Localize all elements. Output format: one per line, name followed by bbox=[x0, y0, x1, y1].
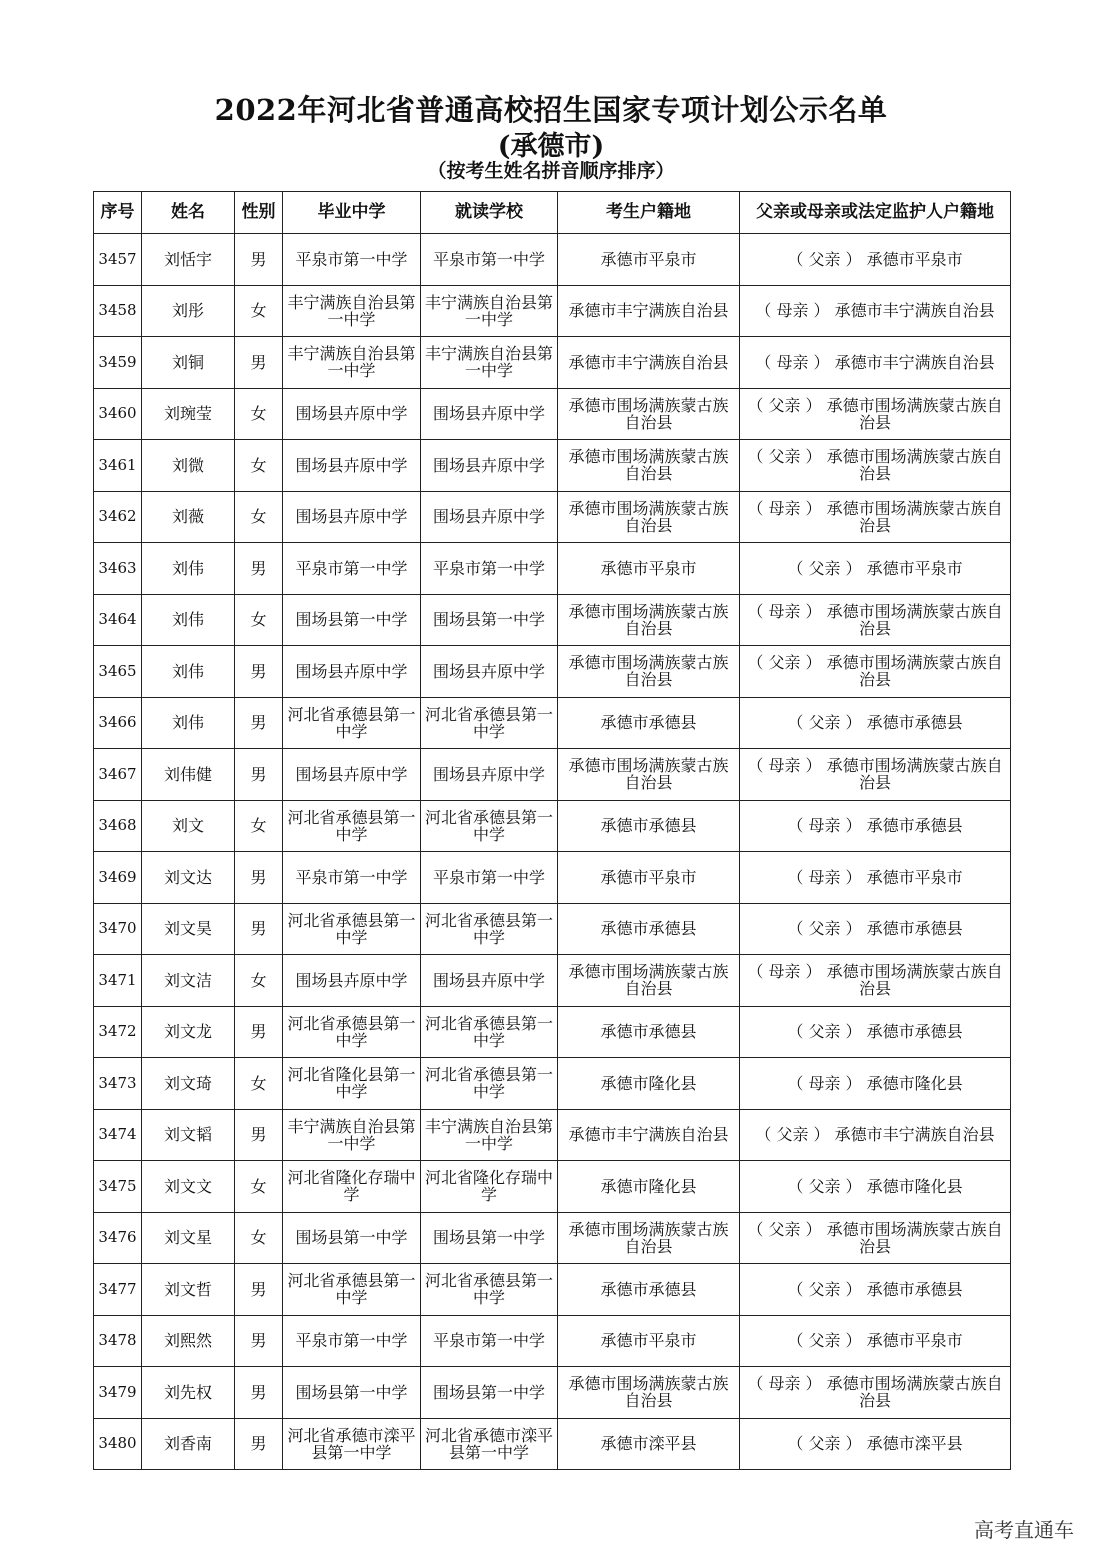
cell-gender: 男 bbox=[235, 1418, 283, 1470]
cell-study-school: 河北省承德县第一中学 bbox=[421, 1264, 558, 1316]
cell-name: 刘文韬 bbox=[142, 1109, 235, 1161]
cell-study-school: 丰宁满族自治县第一中学 bbox=[421, 1109, 558, 1161]
col-header-gender: 性别 bbox=[235, 192, 283, 234]
cell-gender: 男 bbox=[235, 1264, 283, 1316]
cell-seq: 3476 bbox=[94, 1212, 142, 1264]
table-row bbox=[94, 1264, 1011, 1316]
cell-gender: 女 bbox=[235, 388, 283, 440]
cell-grad-school: 平泉市第一中学 bbox=[283, 234, 421, 286]
cell-seq: 3472 bbox=[94, 1006, 142, 1058]
cell-gender: 男 bbox=[235, 903, 283, 955]
cell-guardian-hukou: （ 父亲 ） 承德市围场满族蒙古族自治县 bbox=[740, 646, 1011, 698]
table-row bbox=[94, 697, 1011, 749]
cell-grad-school: 围场县卉原中学 bbox=[283, 955, 421, 1007]
page-subtitle-city: (承德市) bbox=[497, 131, 605, 162]
col-header-grad-school: 毕业中学 bbox=[283, 192, 421, 234]
cell-gender: 男 bbox=[235, 337, 283, 389]
roster-table bbox=[93, 191, 1011, 1470]
cell-guardian-hukou: （ 母亲 ） 承德市围场满族蒙古族自治县 bbox=[740, 749, 1011, 801]
watermark-text: 高考直通车 bbox=[974, 1518, 1074, 1542]
cell-study-school: 围场县第一中学 bbox=[421, 594, 558, 646]
cell-study-school: 平泉市第一中学 bbox=[421, 852, 558, 904]
cell-name: 刘文哲 bbox=[142, 1264, 235, 1316]
cell-name: 刘先权 bbox=[142, 1367, 235, 1419]
cell-gender: 女 bbox=[235, 594, 283, 646]
cell-grad-school: 河北省承德市滦平县第一中学 bbox=[283, 1418, 421, 1470]
cell-grad-school: 平泉市第一中学 bbox=[283, 1315, 421, 1367]
cell-gender: 女 bbox=[235, 1161, 283, 1213]
cell-seq: 3470 bbox=[94, 903, 142, 955]
cell-guardian-hukou: （ 父亲 ） 承德市丰宁满族自治县 bbox=[740, 1109, 1011, 1161]
table-row bbox=[94, 543, 1011, 595]
cell-study-school: 丰宁满族自治县第一中学 bbox=[421, 337, 558, 389]
cell-seq: 3478 bbox=[94, 1315, 142, 1367]
table-row bbox=[94, 285, 1011, 337]
cell-name: 刘熙然 bbox=[142, 1315, 235, 1367]
cell-seq: 3477 bbox=[94, 1264, 142, 1316]
cell-seq: 3475 bbox=[94, 1161, 142, 1213]
cell-name: 刘文文 bbox=[142, 1161, 235, 1213]
cell-guardian-hukou: （ 父亲 ） 承德市承德县 bbox=[740, 903, 1011, 955]
cell-grad-school: 围场县卉原中学 bbox=[283, 749, 421, 801]
cell-hukou: 承德市围场满族蒙古族自治县 bbox=[558, 1367, 740, 1419]
cell-grad-school: 围场县卉原中学 bbox=[283, 388, 421, 440]
cell-study-school: 河北省承德县第一中学 bbox=[421, 697, 558, 749]
cell-name: 刘伟健 bbox=[142, 749, 235, 801]
cell-hukou: 承德市丰宁满族自治县 bbox=[558, 1109, 740, 1161]
cell-study-school: 河北省承德县第一中学 bbox=[421, 903, 558, 955]
cell-study-school: 围场县卉原中学 bbox=[421, 646, 558, 698]
cell-study-school: 河北省承德县第一中学 bbox=[421, 1006, 558, 1058]
cell-guardian-hukou: （ 父亲 ） 承德市隆化县 bbox=[740, 1161, 1011, 1213]
cell-grad-school: 河北省承德县第一中学 bbox=[283, 697, 421, 749]
table-body bbox=[94, 234, 1011, 1470]
cell-grad-school: 围场县第一中学 bbox=[283, 594, 421, 646]
cell-study-school: 围场县卉原中学 bbox=[421, 388, 558, 440]
cell-grad-school: 河北省承德县第一中学 bbox=[283, 1006, 421, 1058]
cell-name: 刘伟 bbox=[142, 646, 235, 698]
cell-hukou: 承德市丰宁满族自治县 bbox=[558, 337, 740, 389]
cell-gender: 女 bbox=[235, 800, 283, 852]
cell-study-school: 丰宁满族自治县第一中学 bbox=[421, 285, 558, 337]
cell-hukou: 承德市承德县 bbox=[558, 903, 740, 955]
cell-study-school: 河北省承德市滦平县第一中学 bbox=[421, 1418, 558, 1470]
cell-grad-school: 丰宁满族自治县第一中学 bbox=[283, 337, 421, 389]
cell-grad-school: 围场县第一中学 bbox=[283, 1212, 421, 1264]
cell-seq: 3461 bbox=[94, 440, 142, 492]
cell-study-school: 河北省承德县第一中学 bbox=[421, 800, 558, 852]
cell-hukou: 承德市围场满族蒙古族自治县 bbox=[558, 491, 740, 543]
cell-seq: 3474 bbox=[94, 1109, 142, 1161]
cell-gender: 女 bbox=[235, 1058, 283, 1110]
table-row bbox=[94, 800, 1011, 852]
cell-seq: 3464 bbox=[94, 594, 142, 646]
cell-hukou: 承德市隆化县 bbox=[558, 1058, 740, 1110]
cell-hukou: 承德市围场满族蒙古族自治县 bbox=[558, 388, 740, 440]
cell-name: 刘文星 bbox=[142, 1212, 235, 1264]
cell-name: 刘文洁 bbox=[142, 955, 235, 1007]
cell-guardian-hukou: （ 母亲 ） 承德市丰宁满族自治县 bbox=[740, 285, 1011, 337]
cell-gender: 男 bbox=[235, 749, 283, 801]
cell-grad-school: 平泉市第一中学 bbox=[283, 543, 421, 595]
table-row bbox=[94, 491, 1011, 543]
cell-grad-school: 围场县卉原中学 bbox=[283, 491, 421, 543]
table-row bbox=[94, 1006, 1011, 1058]
cell-grad-school: 河北省承德县第一中学 bbox=[283, 1264, 421, 1316]
cell-grad-school: 平泉市第一中学 bbox=[283, 852, 421, 904]
cell-study-school: 围场县第一中学 bbox=[421, 1367, 558, 1419]
cell-guardian-hukou: （ 母亲 ） 承德市围场满族蒙古族自治县 bbox=[740, 1367, 1011, 1419]
col-header-study-school: 就读学校 bbox=[421, 192, 558, 234]
cell-seq: 3465 bbox=[94, 646, 142, 698]
cell-hukou: 承德市承德县 bbox=[558, 1006, 740, 1058]
cell-gender: 男 bbox=[235, 1367, 283, 1419]
cell-seq: 3468 bbox=[94, 800, 142, 852]
cell-guardian-hukou: （ 父亲 ） 承德市围场满族蒙古族自治县 bbox=[740, 440, 1011, 492]
cell-guardian-hukou: （ 母亲 ） 承德市围场满族蒙古族自治县 bbox=[740, 955, 1011, 1007]
cell-guardian-hukou: （ 父亲 ） 承德市平泉市 bbox=[740, 543, 1011, 595]
table-row bbox=[94, 337, 1011, 389]
cell-seq: 3466 bbox=[94, 697, 142, 749]
table-row bbox=[94, 440, 1011, 492]
cell-grad-school: 围场县卉原中学 bbox=[283, 646, 421, 698]
cell-hukou: 承德市隆化县 bbox=[558, 1161, 740, 1213]
cell-guardian-hukou: （ 父亲 ） 承德市围场满族蒙古族自治县 bbox=[740, 1212, 1011, 1264]
cell-study-school: 河北省承德县第一中学 bbox=[421, 1058, 558, 1110]
table-header-row bbox=[94, 192, 1011, 234]
cell-seq: 3471 bbox=[94, 955, 142, 1007]
cell-guardian-hukou: （ 母亲 ） 承德市隆化县 bbox=[740, 1058, 1011, 1110]
cell-hukou: 承德市围场满族蒙古族自治县 bbox=[558, 749, 740, 801]
cell-seq: 3458 bbox=[94, 285, 142, 337]
cell-study-school: 围场县卉原中学 bbox=[421, 749, 558, 801]
cell-hukou: 承德市围场满族蒙古族自治县 bbox=[558, 594, 740, 646]
cell-hukou: 承德市承德县 bbox=[558, 800, 740, 852]
cell-gender: 男 bbox=[235, 543, 283, 595]
cell-guardian-hukou: （ 母亲 ） 承德市丰宁满族自治县 bbox=[740, 337, 1011, 389]
cell-name: 刘文达 bbox=[142, 852, 235, 904]
cell-gender: 男 bbox=[235, 1315, 283, 1367]
cell-name: 刘文龙 bbox=[142, 1006, 235, 1058]
cell-grad-school: 围场县卉原中学 bbox=[283, 440, 421, 492]
cell-grad-school: 河北省承德县第一中学 bbox=[283, 800, 421, 852]
cell-guardian-hukou: （ 父亲 ） 承德市平泉市 bbox=[740, 1315, 1011, 1367]
cell-guardian-hukou: （ 母亲 ） 承德市围场满族蒙古族自治县 bbox=[740, 594, 1011, 646]
cell-name: 刘薇 bbox=[142, 491, 235, 543]
cell-seq: 3460 bbox=[94, 388, 142, 440]
cell-name: 刘文 bbox=[142, 800, 235, 852]
table-row bbox=[94, 1315, 1011, 1367]
cell-name: 刘伟 bbox=[142, 543, 235, 595]
cell-seq: 3467 bbox=[94, 749, 142, 801]
cell-seq: 3473 bbox=[94, 1058, 142, 1110]
cell-hukou: 承德市滦平县 bbox=[558, 1418, 740, 1470]
cell-name: 刘琬莹 bbox=[142, 388, 235, 440]
cell-hukou: 承德市平泉市 bbox=[558, 852, 740, 904]
table-row bbox=[94, 594, 1011, 646]
col-header-guardian-hukou: 父亲或母亲或法定监护人户籍地 bbox=[740, 192, 1011, 234]
cell-gender: 男 bbox=[235, 1109, 283, 1161]
cell-hukou: 承德市平泉市 bbox=[558, 234, 740, 286]
page-sort-note: （按考生姓名拼音顺序排序） bbox=[427, 160, 675, 182]
cell-seq: 3457 bbox=[94, 234, 142, 286]
cell-guardian-hukou: （ 父亲 ） 承德市滦平县 bbox=[740, 1418, 1011, 1470]
cell-guardian-hukou: （ 父亲 ） 承德市承德县 bbox=[740, 1264, 1011, 1316]
cell-study-school: 围场县卉原中学 bbox=[421, 440, 558, 492]
table-row bbox=[94, 1418, 1011, 1470]
cell-study-school: 平泉市第一中学 bbox=[421, 1315, 558, 1367]
cell-guardian-hukou: （ 母亲 ） 承德市平泉市 bbox=[740, 852, 1011, 904]
cell-hukou: 承德市平泉市 bbox=[558, 543, 740, 595]
col-header-name: 姓名 bbox=[142, 192, 235, 234]
table-row bbox=[94, 1161, 1011, 1213]
cell-grad-school: 河北省承德县第一中学 bbox=[283, 903, 421, 955]
col-header-seq: 序号 bbox=[94, 192, 142, 234]
table-row bbox=[94, 1058, 1011, 1110]
cell-name: 刘微 bbox=[142, 440, 235, 492]
cell-hukou: 承德市承德县 bbox=[558, 697, 740, 749]
cell-gender: 女 bbox=[235, 285, 283, 337]
cell-seq: 3469 bbox=[94, 852, 142, 904]
cell-study-school: 平泉市第一中学 bbox=[421, 234, 558, 286]
cell-seq: 3480 bbox=[94, 1418, 142, 1470]
cell-study-school: 围场县第一中学 bbox=[421, 1212, 558, 1264]
page-title: 2022年河北省普通高校招生国家专项计划公示名单 bbox=[214, 93, 888, 127]
cell-gender: 女 bbox=[235, 440, 283, 492]
cell-name: 刘文琦 bbox=[142, 1058, 235, 1110]
cell-guardian-hukou: （ 父亲 ） 承德市平泉市 bbox=[740, 234, 1011, 286]
cell-hukou: 承德市丰宁满族自治县 bbox=[558, 285, 740, 337]
cell-guardian-hukou: （ 父亲 ） 承德市承德县 bbox=[740, 1006, 1011, 1058]
cell-name: 刘恬宇 bbox=[142, 234, 235, 286]
cell-gender: 男 bbox=[235, 852, 283, 904]
cell-study-school: 围场县卉原中学 bbox=[421, 491, 558, 543]
cell-study-school: 河北省隆化存瑞中学 bbox=[421, 1161, 558, 1213]
table-row bbox=[94, 1212, 1011, 1264]
cell-name: 刘伟 bbox=[142, 697, 235, 749]
cell-guardian-hukou: （ 母亲 ） 承德市承德县 bbox=[740, 800, 1011, 852]
cell-gender: 女 bbox=[235, 955, 283, 1007]
cell-grad-school: 丰宁满族自治县第一中学 bbox=[283, 285, 421, 337]
cell-hukou: 承德市围场满族蒙古族自治县 bbox=[558, 646, 740, 698]
cell-guardian-hukou: （ 父亲 ） 承德市围场满族蒙古族自治县 bbox=[740, 388, 1011, 440]
cell-gender: 男 bbox=[235, 1006, 283, 1058]
table-row bbox=[94, 388, 1011, 440]
table-row bbox=[94, 903, 1011, 955]
cell-grad-school: 丰宁满族自治县第一中学 bbox=[283, 1109, 421, 1161]
cell-gender: 男 bbox=[235, 234, 283, 286]
cell-hukou: 承德市围场满族蒙古族自治县 bbox=[558, 955, 740, 1007]
table-row bbox=[94, 955, 1011, 1007]
cell-hukou: 承德市围场满族蒙古族自治县 bbox=[558, 1212, 740, 1264]
table-row bbox=[94, 1367, 1011, 1419]
cell-seq: 3463 bbox=[94, 543, 142, 595]
table-row bbox=[94, 234, 1011, 286]
cell-hukou: 承德市围场满族蒙古族自治县 bbox=[558, 440, 740, 492]
cell-gender: 男 bbox=[235, 646, 283, 698]
cell-name: 刘香南 bbox=[142, 1418, 235, 1470]
col-header-hukou: 考生户籍地 bbox=[558, 192, 740, 234]
cell-gender: 女 bbox=[235, 491, 283, 543]
cell-grad-school: 围场县第一中学 bbox=[283, 1367, 421, 1419]
cell-name: 刘文昊 bbox=[142, 903, 235, 955]
cell-hukou: 承德市平泉市 bbox=[558, 1315, 740, 1367]
cell-gender: 女 bbox=[235, 1212, 283, 1264]
cell-seq: 3479 bbox=[94, 1367, 142, 1419]
table-row bbox=[94, 646, 1011, 698]
cell-seq: 3459 bbox=[94, 337, 142, 389]
cell-study-school: 平泉市第一中学 bbox=[421, 543, 558, 595]
cell-grad-school: 河北省隆化县第一中学 bbox=[283, 1058, 421, 1110]
cell-name: 刘伟 bbox=[142, 594, 235, 646]
cell-name: 刘铜 bbox=[142, 337, 235, 389]
cell-name: 刘彤 bbox=[142, 285, 235, 337]
table-row bbox=[94, 1109, 1011, 1161]
cell-hukou: 承德市承德县 bbox=[558, 1264, 740, 1316]
cell-grad-school: 河北省隆化存瑞中学 bbox=[283, 1161, 421, 1213]
table-row bbox=[94, 852, 1011, 904]
cell-gender: 男 bbox=[235, 697, 283, 749]
cell-seq: 3462 bbox=[94, 491, 142, 543]
cell-study-school: 围场县卉原中学 bbox=[421, 955, 558, 1007]
table-row bbox=[94, 749, 1011, 801]
cell-guardian-hukou: （ 母亲 ） 承德市围场满族蒙古族自治县 bbox=[740, 491, 1011, 543]
cell-guardian-hukou: （ 父亲 ） 承德市承德县 bbox=[740, 697, 1011, 749]
